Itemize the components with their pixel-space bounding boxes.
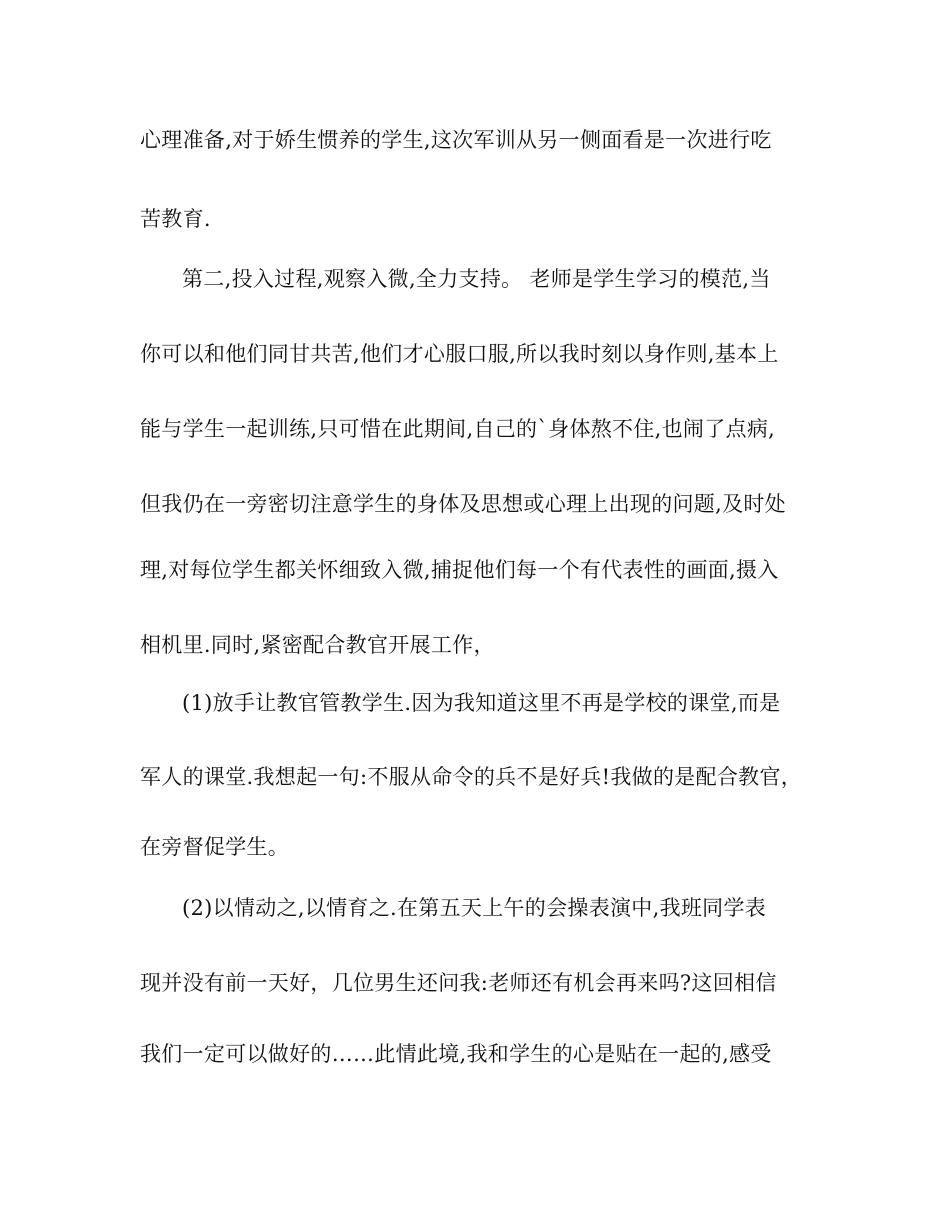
text-line: 能与学生一起训练,只可惜在此期间,自己的`身体熬不住,也闹了点病, [140, 417, 776, 441]
text-line: (1)放手让教官管教学生.因为我知道这里不再是学校的课堂,而是 [182, 691, 781, 715]
text-line: 相机里.同时,紧密配合教官开展工作， [140, 633, 495, 657]
text-line: 你可以和他们同甘共苦,他们才心服口服,所以我时刻以身作则,基本上 [140, 342, 779, 366]
text-line: (2)以情动之,以情育之.在第五天上午的会操表演中,我班同学表 [182, 896, 767, 920]
text-line: 理,对每位学生都关怀细致入微,捕捉他们每一个有代表性的画面,摄入 [140, 558, 779, 582]
text-line: 军人的课堂.我想起一句:不服从命令的兵不是好兵!我做的是配合教官， [140, 765, 803, 789]
text-line: 在旁督促学生。 [140, 835, 290, 859]
text-line: 现并没有前一天好，几位男生还问我:老师还有机会再来吗?这回相信 [140, 971, 777, 995]
text-line: 我们一定可以做好的……此情此境,我和学生的心是贴在一起的,感受 [140, 1042, 772, 1066]
text-line: 第二,投入过程,观察入微,全力支持。 老师是学生学习的模范,当 [182, 267, 771, 291]
text-line: 但我仍在一旁密切注意学生的身体及思想或心理上出现的问题,及时处 [140, 492, 786, 516]
text-line: 苦教育. [140, 207, 211, 231]
text-line: 心理准备,对于娇生惯养的学生,这次军训从另一侧面看是一次进行吃 [140, 128, 772, 152]
